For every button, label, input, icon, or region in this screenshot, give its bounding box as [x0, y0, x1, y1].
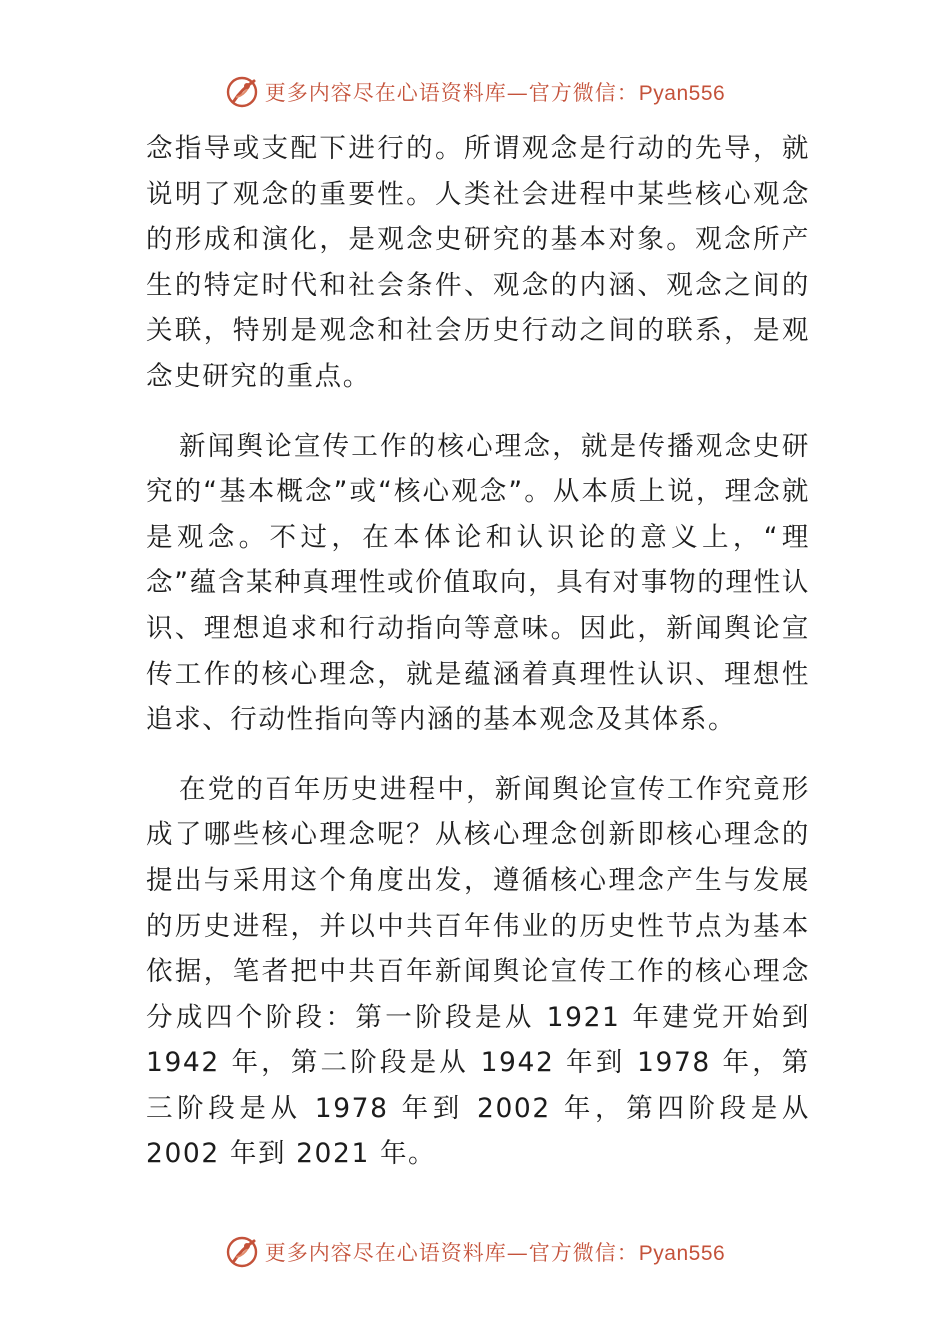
logo-icon — [225, 75, 259, 109]
header-wechat-id: Pyan556 — [638, 82, 726, 105]
header-banner-text — [265, 77, 725, 107]
logo-icon — [225, 1235, 259, 1269]
footer-wechat-id: Pyan556 — [638, 1242, 726, 1265]
header-banner-label: 更多内容尽在心语资料库—官方微信： — [264, 81, 639, 105]
paragraph-3: 在党的百年历史进程中，新闻舆论宣传工作究竟形成了哪些核心理念呢？从核心理念创新即核心理念的提出与采用这个角度出发，遵循核心理念产生与发展的历史进程，并以中共百年伟业的历史性节点为基本依据，笔者把中共百年新闻舆论宣传工作的核心理念分成四个阶段：第一阶段是从 1921 年建党开始到 1942 年，第二阶段是从 1942 年到 1978 年，第三阶段是从 1978 年到 2002 年，第四阶段是从 2002 年到 2021 年。 — [146, 773, 810, 1170]
footer-banner-label: 更多内容尽在心语资料库—官方微信： — [264, 1241, 639, 1265]
paragraph-gap — [146, 743, 810, 767]
paragraph-1: 念指导或支配下进行的。所谓观念是行动的先导，就说明了观念的重要性。人类社会进程中某些核心观念的形成和演化，是观念史研究的基本对象。观念所产生的特定时代和社会条件、观念的内涵、观念之间的关联，特别是观念和社会历史行动之间的联系，是观念史研究的重点。 — [146, 133, 810, 392]
paragraph-2: 新闻舆论宣传工作的核心理念，就是传播观念史研究的“基本概念”或“核心观念”。从本质上说，理念就是观念。不过，在本体论和认识论的意义上，“理念”蕴含某种真理性或价值取向，具有对事物的理性认识、理想追求和行动指向等意味。因此，新闻舆论宣传工作的核心理念，就是蕴涵着真理性认识、理想性追求、行动性指向等内涵的基本观念及其体系。 — [146, 430, 810, 736]
paragraph-gap — [146, 400, 810, 424]
footer-banner — [0, 1232, 950, 1272]
document-body — [146, 126, 810, 1177]
footer-banner-text — [265, 1237, 725, 1267]
header-banner — [0, 72, 950, 112]
